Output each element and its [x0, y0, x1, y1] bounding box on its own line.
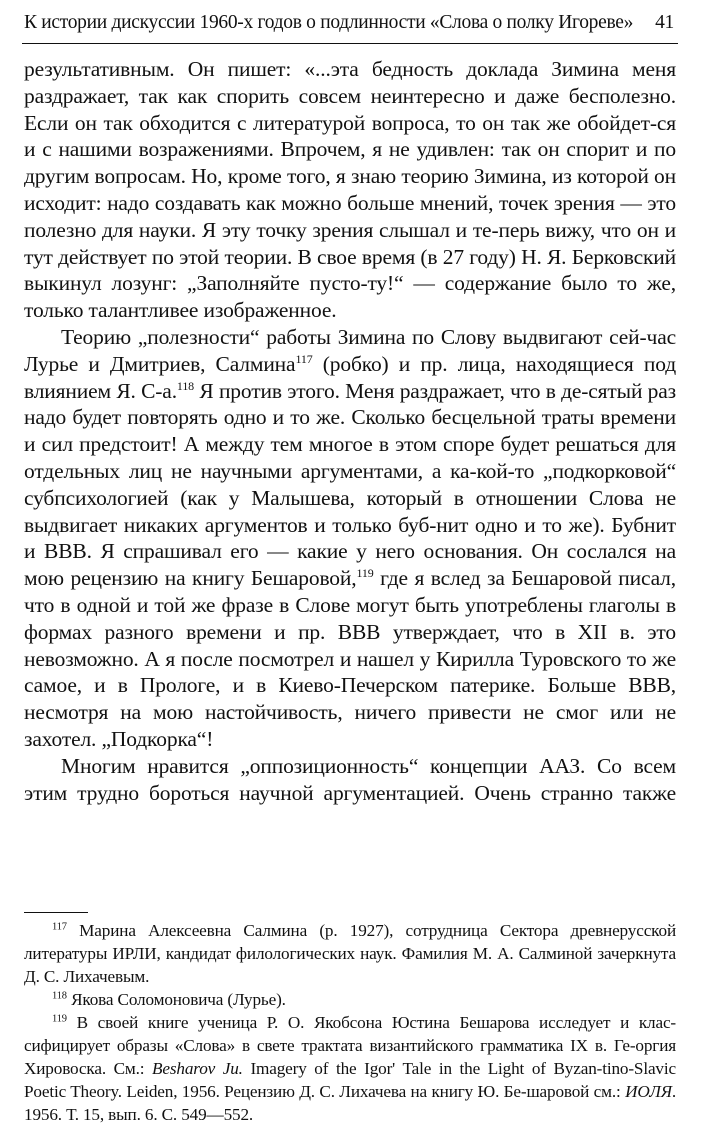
footnote-number-118: 118	[52, 990, 67, 1002]
footnote-118-text: Якова Соломоновича (Лурье).	[66, 990, 286, 1009]
footnote-119-author: Besharov Ju.	[152, 1059, 243, 1078]
footnote-119	[24, 1011, 676, 1126]
footnote-119-text-c: . 1956. Т. 15, вып. 6. С. 549—552.	[24, 1082, 676, 1124]
paragraph-2	[24, 324, 676, 753]
paragraph-1: результативным. Он пишет: «...эта бедность доклада Зимина меня раздражает, так как спорить совсем неинтересно и даже бесполезно. Если он так обходится с литературой вопроса, то он так же обойдет-ся и с нашими возражениями. Впрочем, я не удивлен: так он спорит и по другим вопросам. Но, кроме того, я знаю теорию Зимина, из которой он исходит: надо создавать как можно больше мнений, точек зрения — это полезно для науки. Я эту точку зрения слышал и те-перь вижу, что он и тут действует по этой теории. В свое время (в 27 году) Н. Я. Берковский выкинул лозунг: „Заполняйте пусто-ту!“ — содержание было то же, только талантливее изображенное.	[24, 57, 676, 323]
footnote-117-text: Марина Алексеевна Салмина (р. 1927), сотрудница Сектора древнерусской литературы ИРЛИ, кандидат филологических наук. Фамилия М. А. Салминой зачеркнута Д. С. Лихачевым.	[24, 921, 676, 986]
footnote-rule	[24, 912, 88, 913]
footnotes	[24, 919, 676, 1126]
page-number: 41	[655, 12, 674, 33]
paragraph-3: Многим нравится „оппозиционность“ концепции ААЗ. Со всем этим трудно бороться научной аргументацией. Очень странно также	[24, 753, 676, 805]
footnote-ref-117: 117	[295, 351, 313, 366]
main-text	[24, 56, 676, 806]
footnote-118	[24, 988, 676, 1011]
footnote-number-119: 119	[52, 1013, 67, 1025]
paragraph-2-part-d: где я вслед за Бешаровой писал, что в одной и той же фразе в Слове могут быть употреблены глаголы в формах разного времени и пр. ВВВ утверждает, что в XII в. это невозможно. А я после посмотрел и нашел у Кирилла Туровского то же самое, и в Прологе, и в Киево-Печерском патерике. Больше ВВВ, несмотря на мою настойчивость, ничего привести не смог или не захотел. „Подкорка“!	[24, 566, 676, 751]
paragraph-2-part-b: (робко) и пр. лица, находящиеся под влиянием Я. С-а.	[24, 351, 677, 403]
footnote-ref-119: 119	[356, 565, 374, 580]
footnote-119-journal: ИОЛЯ	[625, 1082, 672, 1101]
footnote-ref-118: 118	[176, 378, 195, 393]
footnote-119-text-a: В своей книге ученица Р. О. Якобсона Юстина Бешарова исследует и клас-сифицирует образы «Слова» в свете трактата византийского грамматика IX в. Ге-оргия Хировоска. См.:	[24, 1013, 676, 1078]
running-header	[24, 10, 674, 36]
header-rule	[22, 43, 678, 44]
running-title: К истории дискуссии 1960-х годов о подлинности «Слова о полку Игореве»	[24, 12, 634, 33]
footnote-119-text-b: Imagery of the Igor' Tale in the Light of Byzan-tino-Slavic Poetic Theory. Leiden, 1956. Рецензию Д. С. Лихачева на книгу Ю. Бе-шаровой см.:	[24, 1059, 676, 1101]
paragraph-2-part-a: Теорию „полезности“ работы Зимина по Слову выдвигают сей-час Лурье и Дмитриев, Салмина	[24, 324, 676, 376]
footnote-117	[24, 919, 676, 988]
footnote-number-117: 117	[52, 921, 67, 933]
paragraph-2-part-c: Я против этого. Меня раздражает, что в де-сятый раз надо будет повторять одно и то же. Сколько бесцельной траты времени и сил предстоит! А между тем многое в этом споре будет решаться для отдельных лиц не научными аргументами, а ка-кой-то „подкорковой“ субпсихологией (как у Малышева, который в отношении Слова не выдвигает никаких аргументов и только буб-нит одно и то же). Бубнит и ВВВ. Я спрашивал его — какие у него основания. Он сослался на мою рецензию на книгу Бешаровой,	[24, 378, 677, 591]
